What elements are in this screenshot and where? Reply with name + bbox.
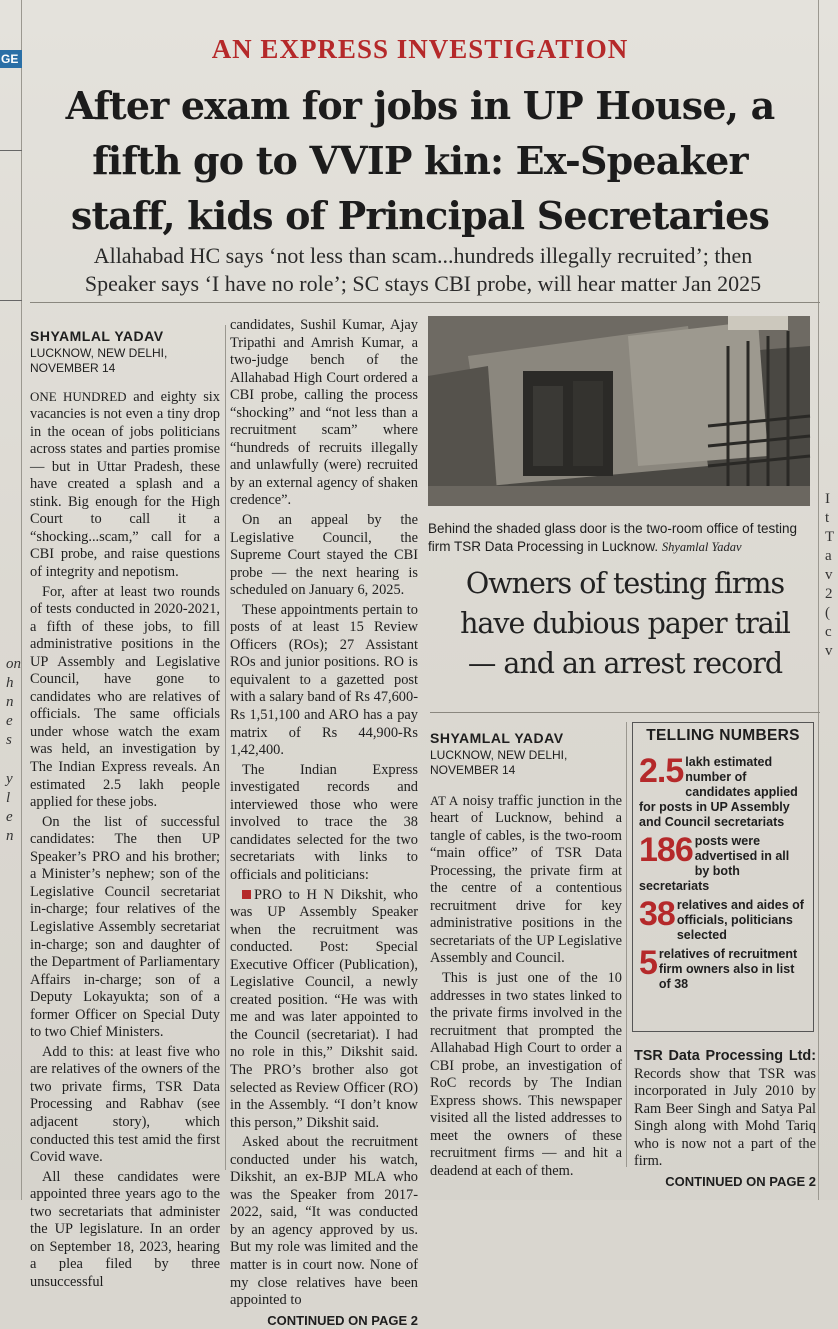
byline-date: NOVEMBER 14 <box>430 762 516 777</box>
text-fragment: T <box>825 529 835 545</box>
stat-text: posts were advertised in all by both secretariats <box>639 834 790 893</box>
paragraph-text: Records show that TSR was incorporated in July 2010 by Ram Beer Singh and Satya Pal Singh along with Mohd Tariq who is now not a part of the firm. <box>634 1065 816 1170</box>
divider <box>0 150 22 151</box>
section-tag: GE <box>0 50 22 68</box>
kicker: AN EXPRESS INVESTIGATION <box>211 34 629 64</box>
main-headline <box>30 78 810 243</box>
deck-line: Speaker says ‘I have no role’; SC stays CBI probe, will hear matter Jan 2025 <box>84 271 762 296</box>
byline-name: SHYAMLAL YADAV <box>30 328 164 344</box>
stat-number: 5 <box>639 944 657 982</box>
paragraph: candidates, Sushil Kumar, Ajay Tripathi and Amrish Kumar, a two-judge bench of the Allahabad High Court ordered a CBI probe, calling the process “shocking” and “not less than a recruitment scam” where “hundreds of recruits illegally and unlawfully (were) recruited by an external agency of shaken credence”. <box>230 317 418 509</box>
headline-line: Owners of testing firms <box>465 567 785 600</box>
byline-date: NOVEMBER 14 <box>30 360 116 375</box>
divider <box>30 302 820 303</box>
lead-in: ONE HUNDRED <box>30 388 127 404</box>
continued-note: CONTINUED ON PAGE 2 <box>665 1173 816 1189</box>
main-story-column-2 <box>230 317 418 1329</box>
headline-line: — and an arrest record <box>467 647 783 680</box>
divider <box>626 722 627 1167</box>
paragraph <box>634 1048 816 1171</box>
paragraph: This is just one of the 10 addresses in two states linked to the private firms involved in the recruitment that prompted the Allahabad High Court to order a CBI probe, an investigation of RoC records by The Indian Express shows. This newspaper visited all the listed addresses to meet the owners of these recruitment firms — and hit a deadend at each of them. <box>430 970 622 1180</box>
paragraph: The Indian Express investigated records and interviewed those who were involved to trace the 38 candidates selected for the two secretariats with links to officials and politicians: <box>230 761 418 883</box>
text-fragment: v <box>825 567 833 583</box>
divider <box>0 300 22 301</box>
stat-item <box>639 831 807 894</box>
text-fragment: e <box>6 713 13 729</box>
text-fragment: e <box>6 809 13 825</box>
stat-item <box>639 752 807 830</box>
byline-place: LUCKNOW, NEW DELHI, <box>430 747 568 762</box>
text-fragment: ( <box>825 605 830 621</box>
stat-item <box>639 944 807 992</box>
text-fragment: h <box>6 675 14 691</box>
second-story-headline <box>430 564 820 684</box>
deck-line: Allahabad HC says ‘not less than scam...hundreds illegally recruited’; then <box>93 243 753 268</box>
paragraph: Asked about the recruitment conducted under his watch, Dikshit, an ex-BJP MLA who was the Speaker from 2017-2022, said, “It was conducted by an agency approved by us. But my role was limited and the matter is in court now. None of my close relatives have been appointed to <box>230 1134 418 1309</box>
paragraph: All these candidates were appointed three years ago to the two secretariats that administer the UP legislature. In an order on September 18, 2023, hearing a plea filed by three unsuccessful <box>30 1168 220 1290</box>
paragraph-text: and eighty six vacancies is not even a tiny drop in the ocean of jobs politicians across states and parties promise — but in Uttar Pradesh, these have created a splash and a stink. Big enough for the High Court to call it a “shocking...scam,” call for a CBI probe, and raise questions of integrity and nepotism. <box>30 388 220 581</box>
paragraph <box>230 887 418 1133</box>
text-fragment: 2 <box>825 586 833 602</box>
stat-number: 186 <box>639 831 693 869</box>
paragraph: On an appeal by the Legislative Council, the Supreme Court stayed the CBI probe — the next hearing is scheduled on January 6, 2025. <box>230 512 418 599</box>
paragraph <box>430 792 622 968</box>
paragraph: For, after at least two rounds of tests conducted in 2020-2021, a fifth of these jobs, to fill administrative positions in the UP Assembly and Legislative Council, have gone to candidates who are relatives of officials. The same officials under whose watch the exam was held, an investigation by The Indian Express reveals. An estimated 2.5 lakh people applied for these jobs. <box>30 583 220 811</box>
text-fragment: I <box>825 491 830 507</box>
photo-credit: Shyamlal Yadav <box>661 540 742 554</box>
paragraph-text: PRO to H N Dikshit, who was UP Assembly Speaker when the recruitment was conducted. Post: Special Executive Officer (Publication), Legislative Council, a newly created position. “He was with me and was later appointed to the Council (secretariat). I had no role in this,” Dikshit said. The PRO’s brother also got selected as Review Officer (RO) in the Assembly. “I don’t know this person,” Dikshit said. <box>230 886 418 1131</box>
continued-note: CONTINUED ON PAGE 2 <box>267 1312 418 1328</box>
stat-item <box>639 895 807 943</box>
paragraph-lead: TSR Data Processing Ltd: <box>634 1048 816 1064</box>
stat-number: 2.5 <box>639 752 684 790</box>
stat-text: relatives and aides of officials, politicians selected <box>676 898 804 942</box>
divider <box>430 712 820 713</box>
byline-name: SHYAMLAL YADAV <box>430 730 564 746</box>
stat-text: relatives of recruitment firm owners also in list of 38 <box>658 947 798 991</box>
paragraph-text: noisy traffic junction in the heart of Lucknow, behind a tangle of cables, is the two-room “main office” of TSR Data Processing, the private firm at the centre of a contentious recruitment drive for key administrative positions in the secretariats of the UP Legislative Assembly and Council. <box>430 792 622 967</box>
stat-number: 38 <box>639 895 675 933</box>
adjacent-column-left <box>0 0 22 1200</box>
telling-numbers-box <box>632 722 814 1032</box>
main-story-column-1 <box>30 328 220 1291</box>
text-fragment: y <box>6 771 13 787</box>
lead-in: AT A <box>430 792 459 808</box>
text-fragment: n <box>6 694 14 710</box>
paragraph: On the list of successful candidates: The then UP Speaker’s PRO and his brother; a Minister’s nephew; son of the Legislative Council secretariat in-charge; four relatives of the Legislative Assembly secretariat in-charge; son and daughter of the Department of Parliamentary Affairs in-charge; son of a Deputy Lokayukta; son of a former Officer on Special Duty to two Chief Ministers. <box>30 813 220 1041</box>
headline-line: have dubious paper trail <box>460 607 790 640</box>
text-fragment: c <box>825 624 832 640</box>
bullet-square <box>242 890 251 899</box>
second-story-column <box>430 730 622 1181</box>
byline-place: LUCKNOW, NEW DELHI, <box>30 345 168 360</box>
paragraph: These appointments pertain to posts of at least 15 Review Officers (ROs); 27 Assistant ROs and junior positions. RO is equivalent to a gazetted post with a salary band of Rs 47,600-Rs 1,51,100 and ARO has a pay matrix of Rs 44,900-Rs 1,42,400. <box>230 601 418 759</box>
text-fragment: a <box>825 548 832 564</box>
text-fragment: s <box>6 732 12 748</box>
text-fragment: t <box>825 510 830 526</box>
paragraph: Add to this: at least five who are relatives of the owners of the two private firms, TSR Data Processing and Rabhav (see adjacent story), which conducted this test amid the first Covid wave. <box>30 1043 220 1166</box>
tsr-paragraph-column <box>634 1048 816 1190</box>
office-building-image <box>428 316 810 506</box>
headline-line: staff, kids of Principal Secretaries <box>70 193 770 238</box>
text-fragment: on <box>6 656 21 672</box>
caption-text: Behind the shaded glass door is the two-room office of testing firm TSR Data Processing in Lucknow. <box>428 521 797 554</box>
paragraph <box>30 388 220 582</box>
photo-caption <box>428 520 818 556</box>
deck <box>38 242 808 298</box>
adjacent-column-right <box>818 0 838 1200</box>
divider <box>225 325 226 1170</box>
text-fragment: l <box>6 790 11 806</box>
box-title: TELLING NUMBERS <box>646 727 800 744</box>
text-fragment: v <box>825 643 833 659</box>
stat-text: lakh estimated number of candidates applied for posts in UP Assembly and Council secretariats <box>639 755 798 829</box>
headline-line: fifth go to VVIP kin: Ex-Speaker <box>92 138 748 183</box>
office-photo <box>428 316 810 506</box>
text-fragment: n <box>6 828 14 844</box>
headline-line: After exam for jobs in UP House, a <box>65 83 775 128</box>
